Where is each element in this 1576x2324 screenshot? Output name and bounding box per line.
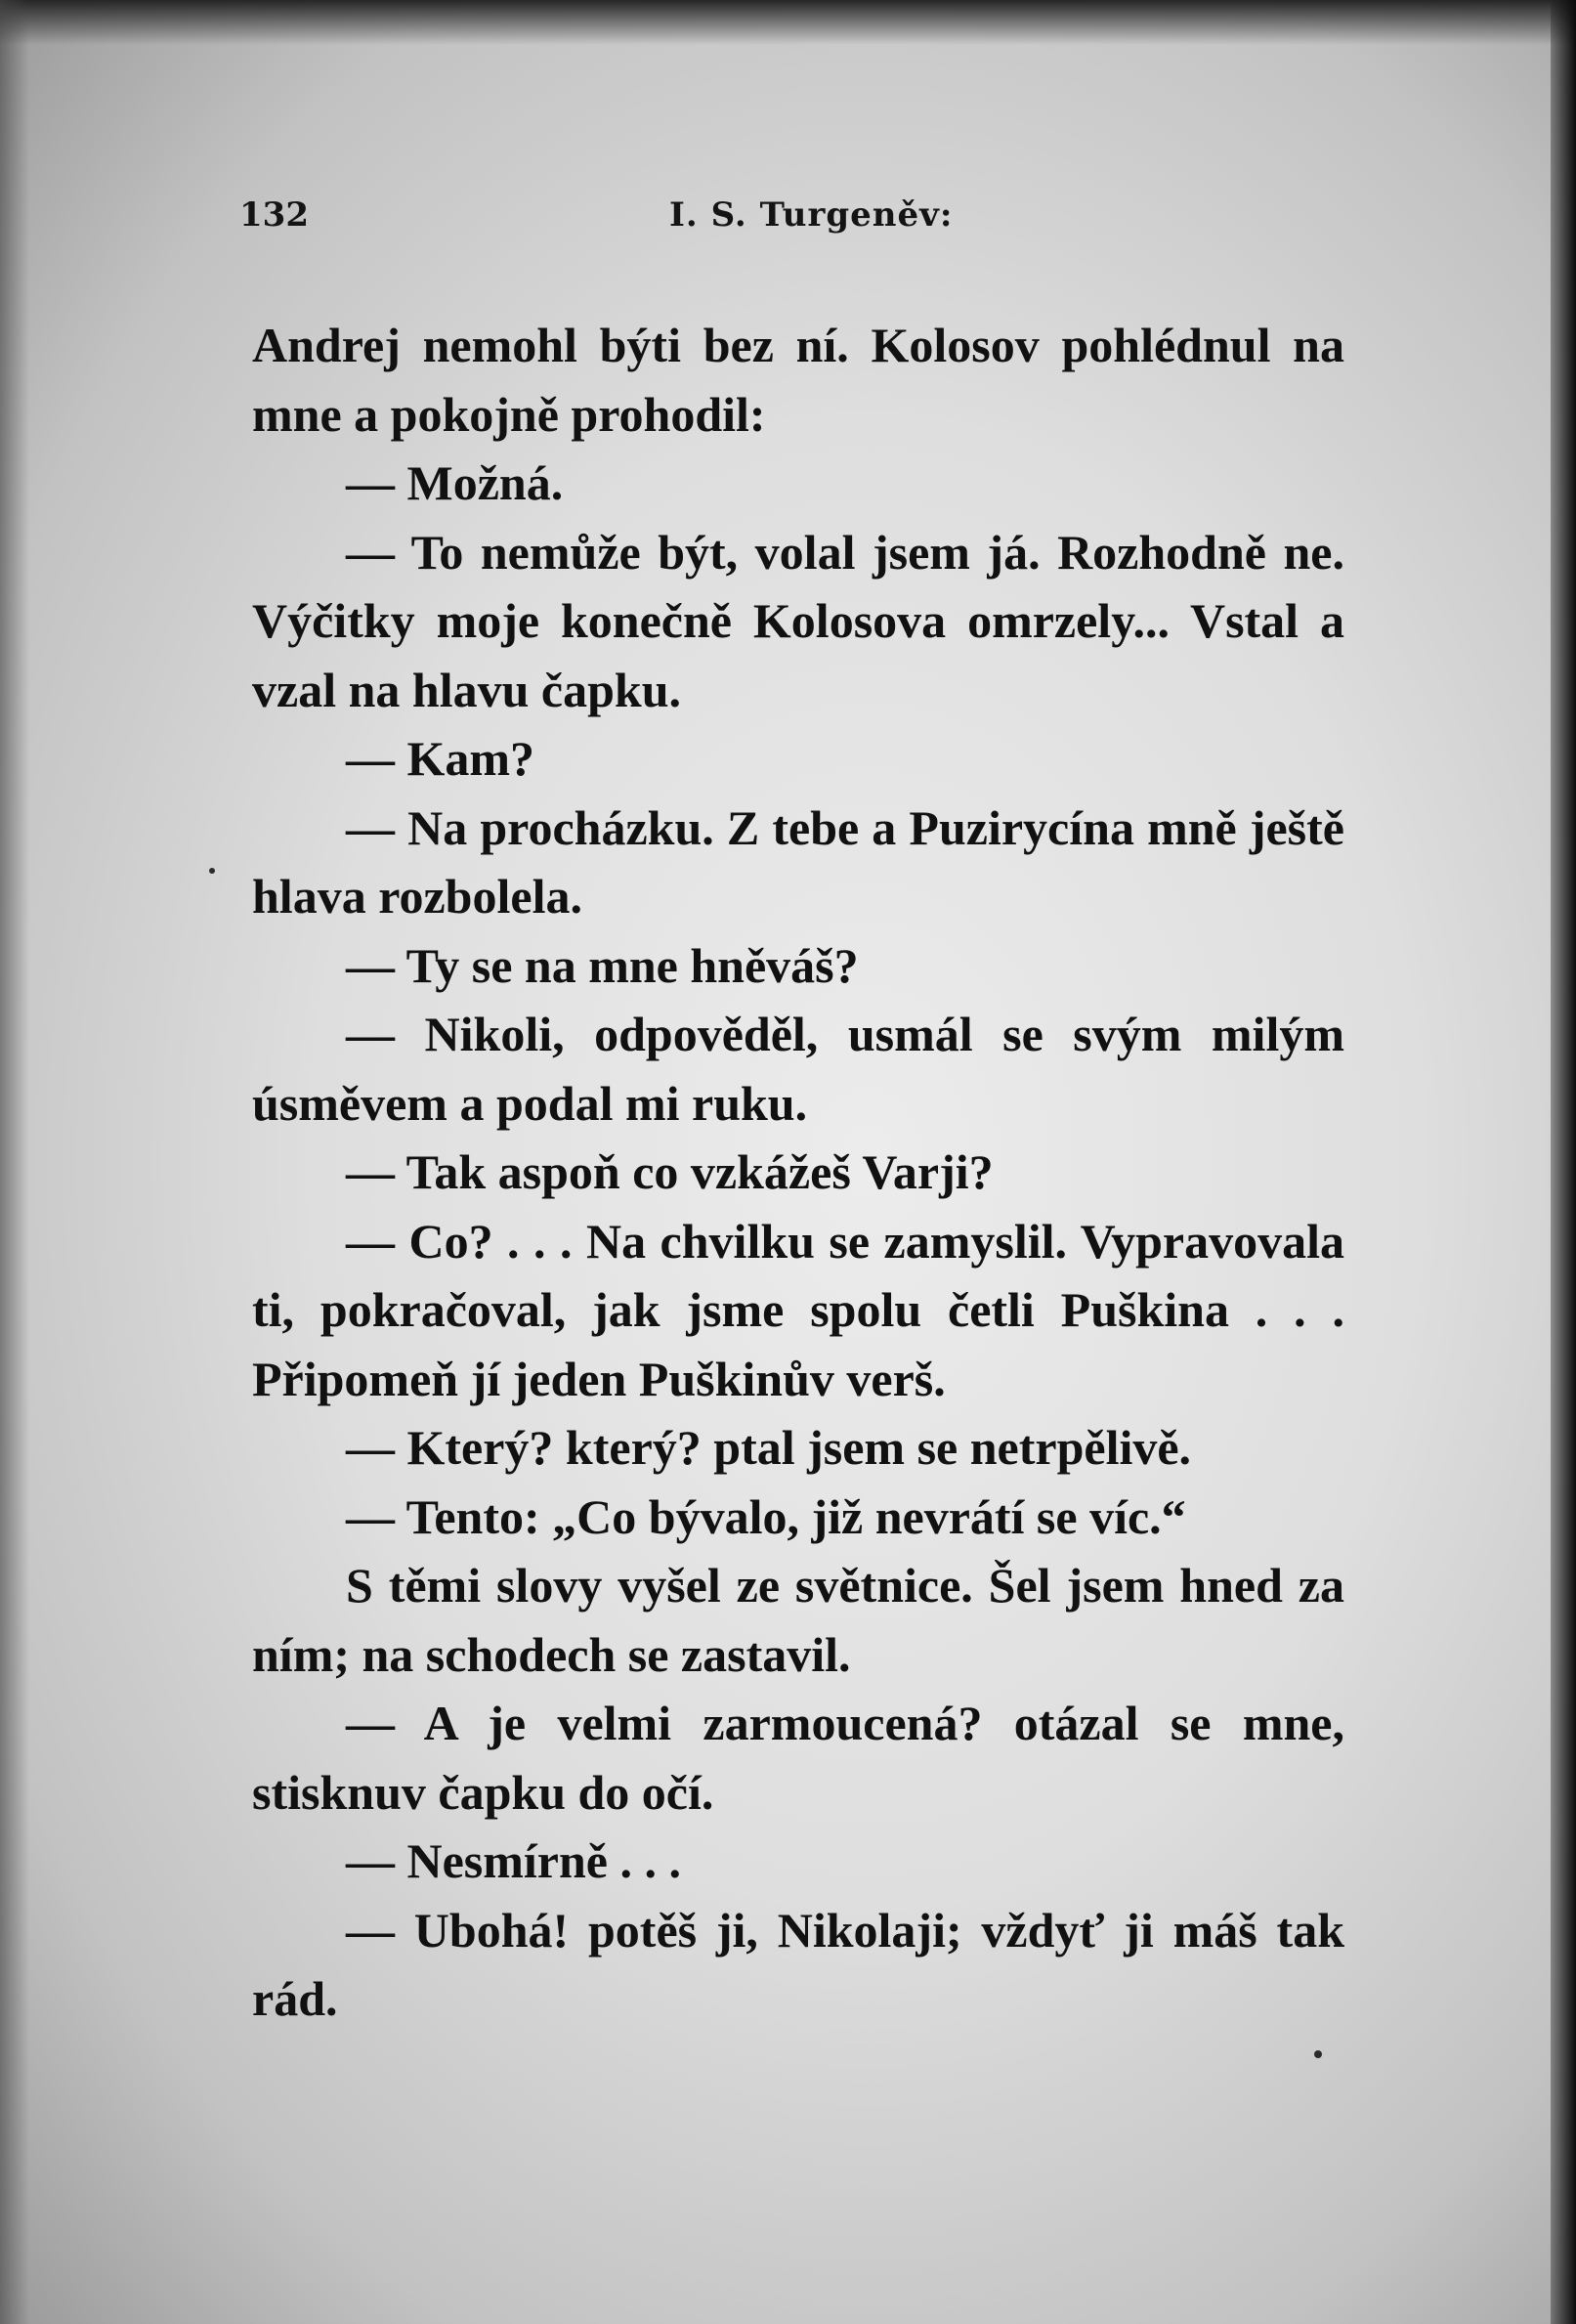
paragraph: — Který? který? ptal jsem se netrpělivě. [346,1420,1192,1475]
paragraph: — Ty se na mne hněváš? [346,937,859,993]
page-number: 132 [239,195,309,235]
paragraph: — A je velmi zarmoucená? otázal se mne, stisknuv čapku do očí. [252,1696,1344,1820]
running-head: I. S. Turgeněv: [669,195,954,235]
paragraph: — Kam? [346,731,535,786]
page-edge-left [0,0,29,2324]
paragraph: — Možná. [346,455,564,510]
paragraph: — Ubohá! potěš ji, Nikolaji; vždyť ji máš tak rád. [252,1902,1344,2026]
page-header [239,195,1353,254]
scan-speck [209,868,215,874]
paragraph: — Tento: „Co bývalo, již nevrátí se víc.“ [346,1488,1186,1544]
paragraph: — Co? . . . Na chvilku se zamyslil. Vypravovala ti, pokračoval, jak jsme spolu četli Puškina . . . Připomeň jí jeden Puškinův verš. [252,1213,1344,1406]
body-text [252,311,1344,2034]
paragraph: Andrej nemohl býti bez ní. Kolosov pohlédnul na mne a pokojně prohodil: [252,318,1344,442]
paragraph: S těmi slovy vyšel ze světnice. Šel jsem hned za ním; na schodech se zastavil. [252,1558,1344,1682]
page-edge-right [1551,0,1576,2324]
paragraph: — Nesmírně . . . [346,1833,681,1888]
paragraph: — To nemůže být, volal jsem já. Rozhodně ne. Výčitky moje konečně Kolosova omrzely... Vstal a vzal na hlavu čapku. [252,524,1344,717]
scan-speck [1314,2050,1322,2058]
page-edge-top [0,0,1576,45]
paragraph: — Tak aspoň co vzkážeš Varji? [346,1144,994,1199]
paragraph: — Na procházku. Z tebe a Puzirycína mně ještě hlava rozbolela. [252,799,1344,924]
paragraph: — Nikoli, odpověděl, usmál se svým milým úsměvem a podal mi ruku. [252,1007,1344,1131]
